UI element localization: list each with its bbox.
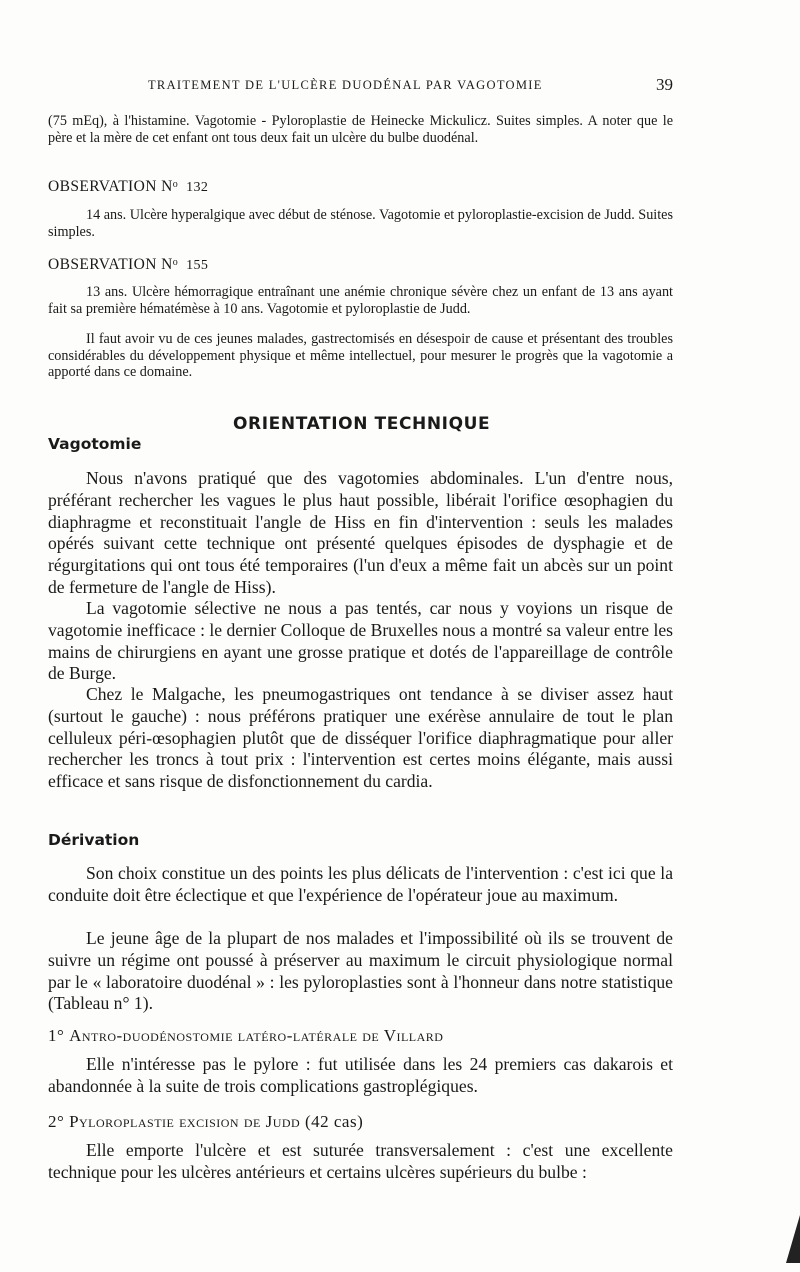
observation-number: 155 <box>186 258 209 273</box>
closing-paragraph: Il faut avoir vu de ces jeunes malades, gastrectomisés en désespoir de cause et présentant des troubles considérables du développement physique et même intellectuel, pour mesurer le progrès que la vagotomie a apporté dans ce domaine. <box>48 331 673 380</box>
subsection-number: 1° <box>48 1026 65 1045</box>
running-title: TRAITEMENT DE L'ULCÈRE DUODÉNAL PAR VAGOTOMIE <box>148 78 543 92</box>
vagotomie-paragraph-3: Chez le Malgache, les pneumogastriques ont tendance à se diviser assez haut (surtout le gauche) : nous préférons pratiquer une exérèse annulaire de tout le plan celluleux péri-œsophagien plutôt que de disséquer l'orifice diaphragmatique pour aller rechercher les troncs à tout prix : l'intervention est certes moins élégante, mais aussi efficace et sans risque de disfonctionnement du cardia. <box>48 684 673 792</box>
observation-text-132: 14 ans. Ulcère hyperalgique avec début de sténose. Vagotomie et pyloroplastie-excision de Judd. Suites simples. <box>48 207 673 240</box>
subsection-number: 2° <box>48 1112 65 1131</box>
section-title: ORIENTATION TECHNIQUE <box>233 414 491 434</box>
vagotomie-heading: Vagotomie <box>48 435 142 453</box>
derivation-paragraph-2: Le jeune âge de la plupart de nos malades et l'impossibilité où ils se trouvent de suivre un régime ont poussé à préserver au maximum le circuit physiologique normal par le « laboratoire duodénal » : les pyloroplasties sont à l'honneur dans notre statistique (Tableau n° 1). <box>48 928 673 1014</box>
subsection-text-2: Elle emporte l'ulcère et est suturée transversalement : c'est une excellente technique pour les ulcères antérieurs et certains ulcères supérieurs du bulbe : <box>48 1140 673 1182</box>
page-number: 39 <box>656 75 673 94</box>
observation-number: 132 <box>186 180 209 195</box>
vagotomie-paragraph-1: Nous n'avons pratiqué que des vagotomies abdominales. L'un d'entre nous, préférant rechercher les vagues le plus haut possible, libérait l'orifice œsophagien du diaphragme et reconstituait l'angle de Hiss en fin d'intervention : seuls les malades opérés suivant cette technique ont présenté quelques épisodes de dysphagie et de régurgitations qui ont tous été temporaires (l'un d'eux a même fait un abcès sur un point de fermeture de l'angle de Hiss). <box>48 468 673 597</box>
intro-paragraph: (75 mEq), à l'histamine. Vagotomie - Pyloroplastie de Heinecke Mickulicz. Suites simples. A noter que le père et la mère de cet enfant ont tous deux fait un ulcère du bulbe duodénal. <box>48 113 673 146</box>
subsection-heading-1 <box>48 1026 443 1046</box>
subsection-text-1: Elle n'intéresse pas le pylore : fut utilisée dans les 24 premiers cas dakarois et abandonnée à la suite de trois complications gastroplégiques. <box>48 1054 673 1096</box>
derivation-paragraph-1: Son choix constitue un des points les plus délicats de l'intervention : c'est ici que la conduite doit être éclectique et que l'expérience de l'opérateur joue au maximum. <box>48 863 673 905</box>
observation-heading-155 <box>48 256 208 274</box>
subsection-title: Pyloroplastie excision de Judd <box>69 1112 301 1131</box>
observation-superscript: o <box>172 257 179 268</box>
vagotomie-paragraph-2: La vagotomie sélective ne nous a pas tentés, car nous y voyions un risque de vagotomie inefficace : le dernier Colloque de Bruxelles nous a montré sa valeur entre les mains de chirurgiens en ayant une grosse pratique et dotés de l'appareillage de contrôle de Burge. <box>48 598 674 684</box>
observation-label: OBSERVATION N <box>48 178 173 195</box>
subsection-suffix: (42 cas) <box>304 1112 364 1131</box>
subsection-heading-2 <box>48 1112 363 1132</box>
observation-heading-132 <box>48 178 208 196</box>
page-edge-mark <box>786 1215 800 1263</box>
observation-label: OBSERVATION N <box>48 256 173 273</box>
observation-superscript: o <box>172 179 179 190</box>
subsection-title: Antro-duodénostomie latéro-latérale de Villard <box>69 1026 444 1045</box>
observation-text-155: 13 ans. Ulcère hémorragique entraînant une anémie chronique sévère chez un enfant de 13 ans ayant fait sa première hématémèse à 10 ans. Vagotomie et pyloroplastie de Judd. <box>48 284 673 317</box>
derivation-heading: Dérivation <box>48 831 140 849</box>
